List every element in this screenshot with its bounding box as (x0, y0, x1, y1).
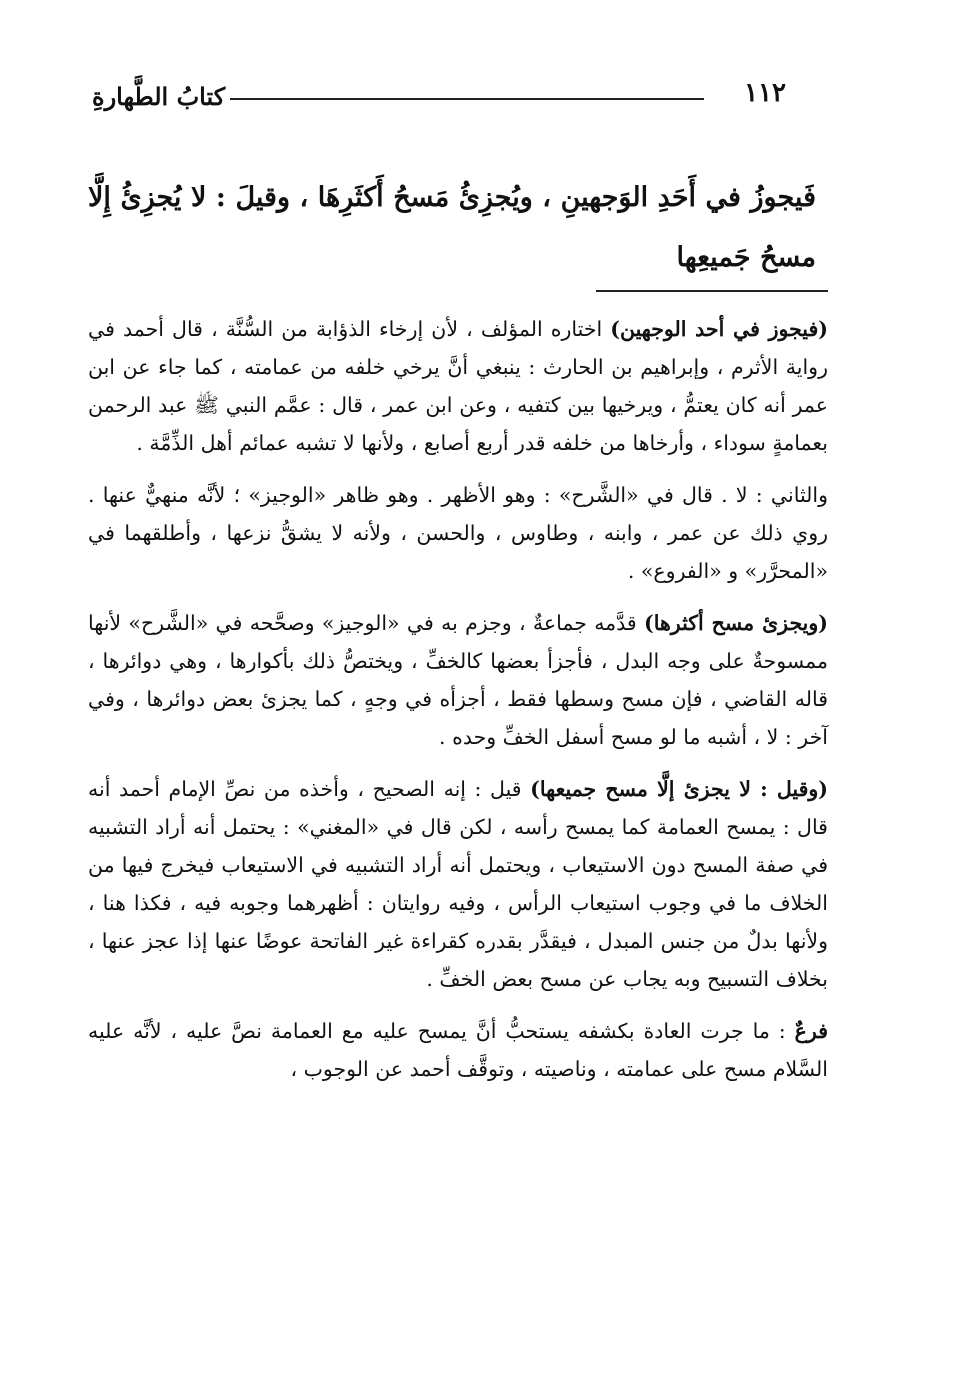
matn-text: فَيجوزُ في أَحَدِ الوَجهينِ ، ويُجزِئُ مَسحُ أَكثَرِهَا ، وقيلَ : لا يُجزِئُ إِلَّا مسحُ جَميعِها (88, 182, 816, 273)
separator-rule (596, 290, 828, 292)
page-header (92, 78, 786, 118)
paragraph-text: قيل : إنه الصحيح ، وأخذه من نصِّ الإمام أحمد أنه قال : يمسح العمامة كما يمسح رأسه ، لكن قال في «المغني» : يحتمل أنه أراد التشبيه في صفة المسح دون الاستيعاب ، ويحتمل أنه أراد التشبيه في الاستيعاب فيخرج فيها من الخلاف ما في وجوب استيعاب الرأس ، وفيه روايتان : أظهرهما وجوبه فيه ، فكذا هنا ، ولأنها بدلٌ من جنس المبدل ، فيقدَّر بقدره كقراءة غير الفاتحة عوضًا عنها إذا عجز عنها ، بخلاف التسبيح وبه يجاب عن مسح بعض الخفِّ . (88, 777, 828, 991)
paragraph-text: : ما جرت العادة بكشفه يستحبُّ أنَّ يمسح عليه مع العمامة نصَّ عليه ، لأنَّه عليه السَّلام مسح على عمامته ، وناصيته ، وتوقَّف أحمد عن الوجوب ، (88, 1019, 828, 1081)
running-title: كتابُ الطَّهارةِ (92, 82, 226, 111)
lemma: (وقيل : لا يجزئ إلَّا مسح جميعها) (530, 777, 828, 801)
paragraph-text: قدَّمه جماعةٌ ، وجزم به في «الوجيز» وصحَّحه في «الشَّرح» لأنها ممسوحةٌ على وجه البدل ، فأجزأ بعضها كالخفِّ ، ويختصُّ ذلك بأكوارها ، وهي دوائرها ، قاله القاضي ، فإن مسح وسطها فقط ، أجزأه في وجهٍ ، كما يجزئ بعض دوائرها ، وفي آخر : لا ، أشبه ما لو مسح أسفل الخفِّ وحده . (88, 611, 828, 749)
commentary-paragraph-2 (88, 476, 828, 590)
commentary-paragraph-3 (88, 604, 828, 756)
lemma: (فيجوز في أحد الوجهين) (610, 317, 828, 341)
paragraph-text: اختاره المؤلف ، لأن إرخاء الذؤابة من السُّنَّة ، قال أحمد في رواية الأثرم ، وإبراهيم بن الحارث : ينبغي أنَّ يرخي خلفه من عمامته ، كما جاء عن ابن عمر أنه كان يعتمُّ ، ويرخيها بين كتفيه ، وعن ابن عمر ، قال : عمَّم النبي ﷺ عبد الرحمن بعمامةٍ سوداء ، وأرخاها من خلفه قدر أربع أصابع ، ولأنها لا تشبه عمائم أهل الذِّمَّة . (88, 317, 828, 455)
header-rule (230, 98, 704, 100)
commentary-paragraph-5 (88, 1012, 828, 1088)
commentary-paragraph-4 (88, 770, 828, 998)
page-number: ١١٢ (744, 78, 786, 108)
lemma: (ويجزئ مسح أكثرها) (644, 611, 828, 635)
lemma: فرعٌ (794, 1019, 828, 1043)
commentary-paragraph-1 (88, 310, 828, 462)
paragraph-text: والثاني : لا . قال في «الشَّرح» : وهو الأظهر . وهو ظاهر «الوجيز» ؛ لأنَّه منهيٌّ عنها . روي ذلك عن عمر ، وابنه ، وطاوس ، والحسن ، ولأنه لا يشقُّ نزعها ، وأطلقهما في «المحرَّر» و «الفروع» . (88, 483, 828, 583)
commentary (88, 310, 828, 1102)
